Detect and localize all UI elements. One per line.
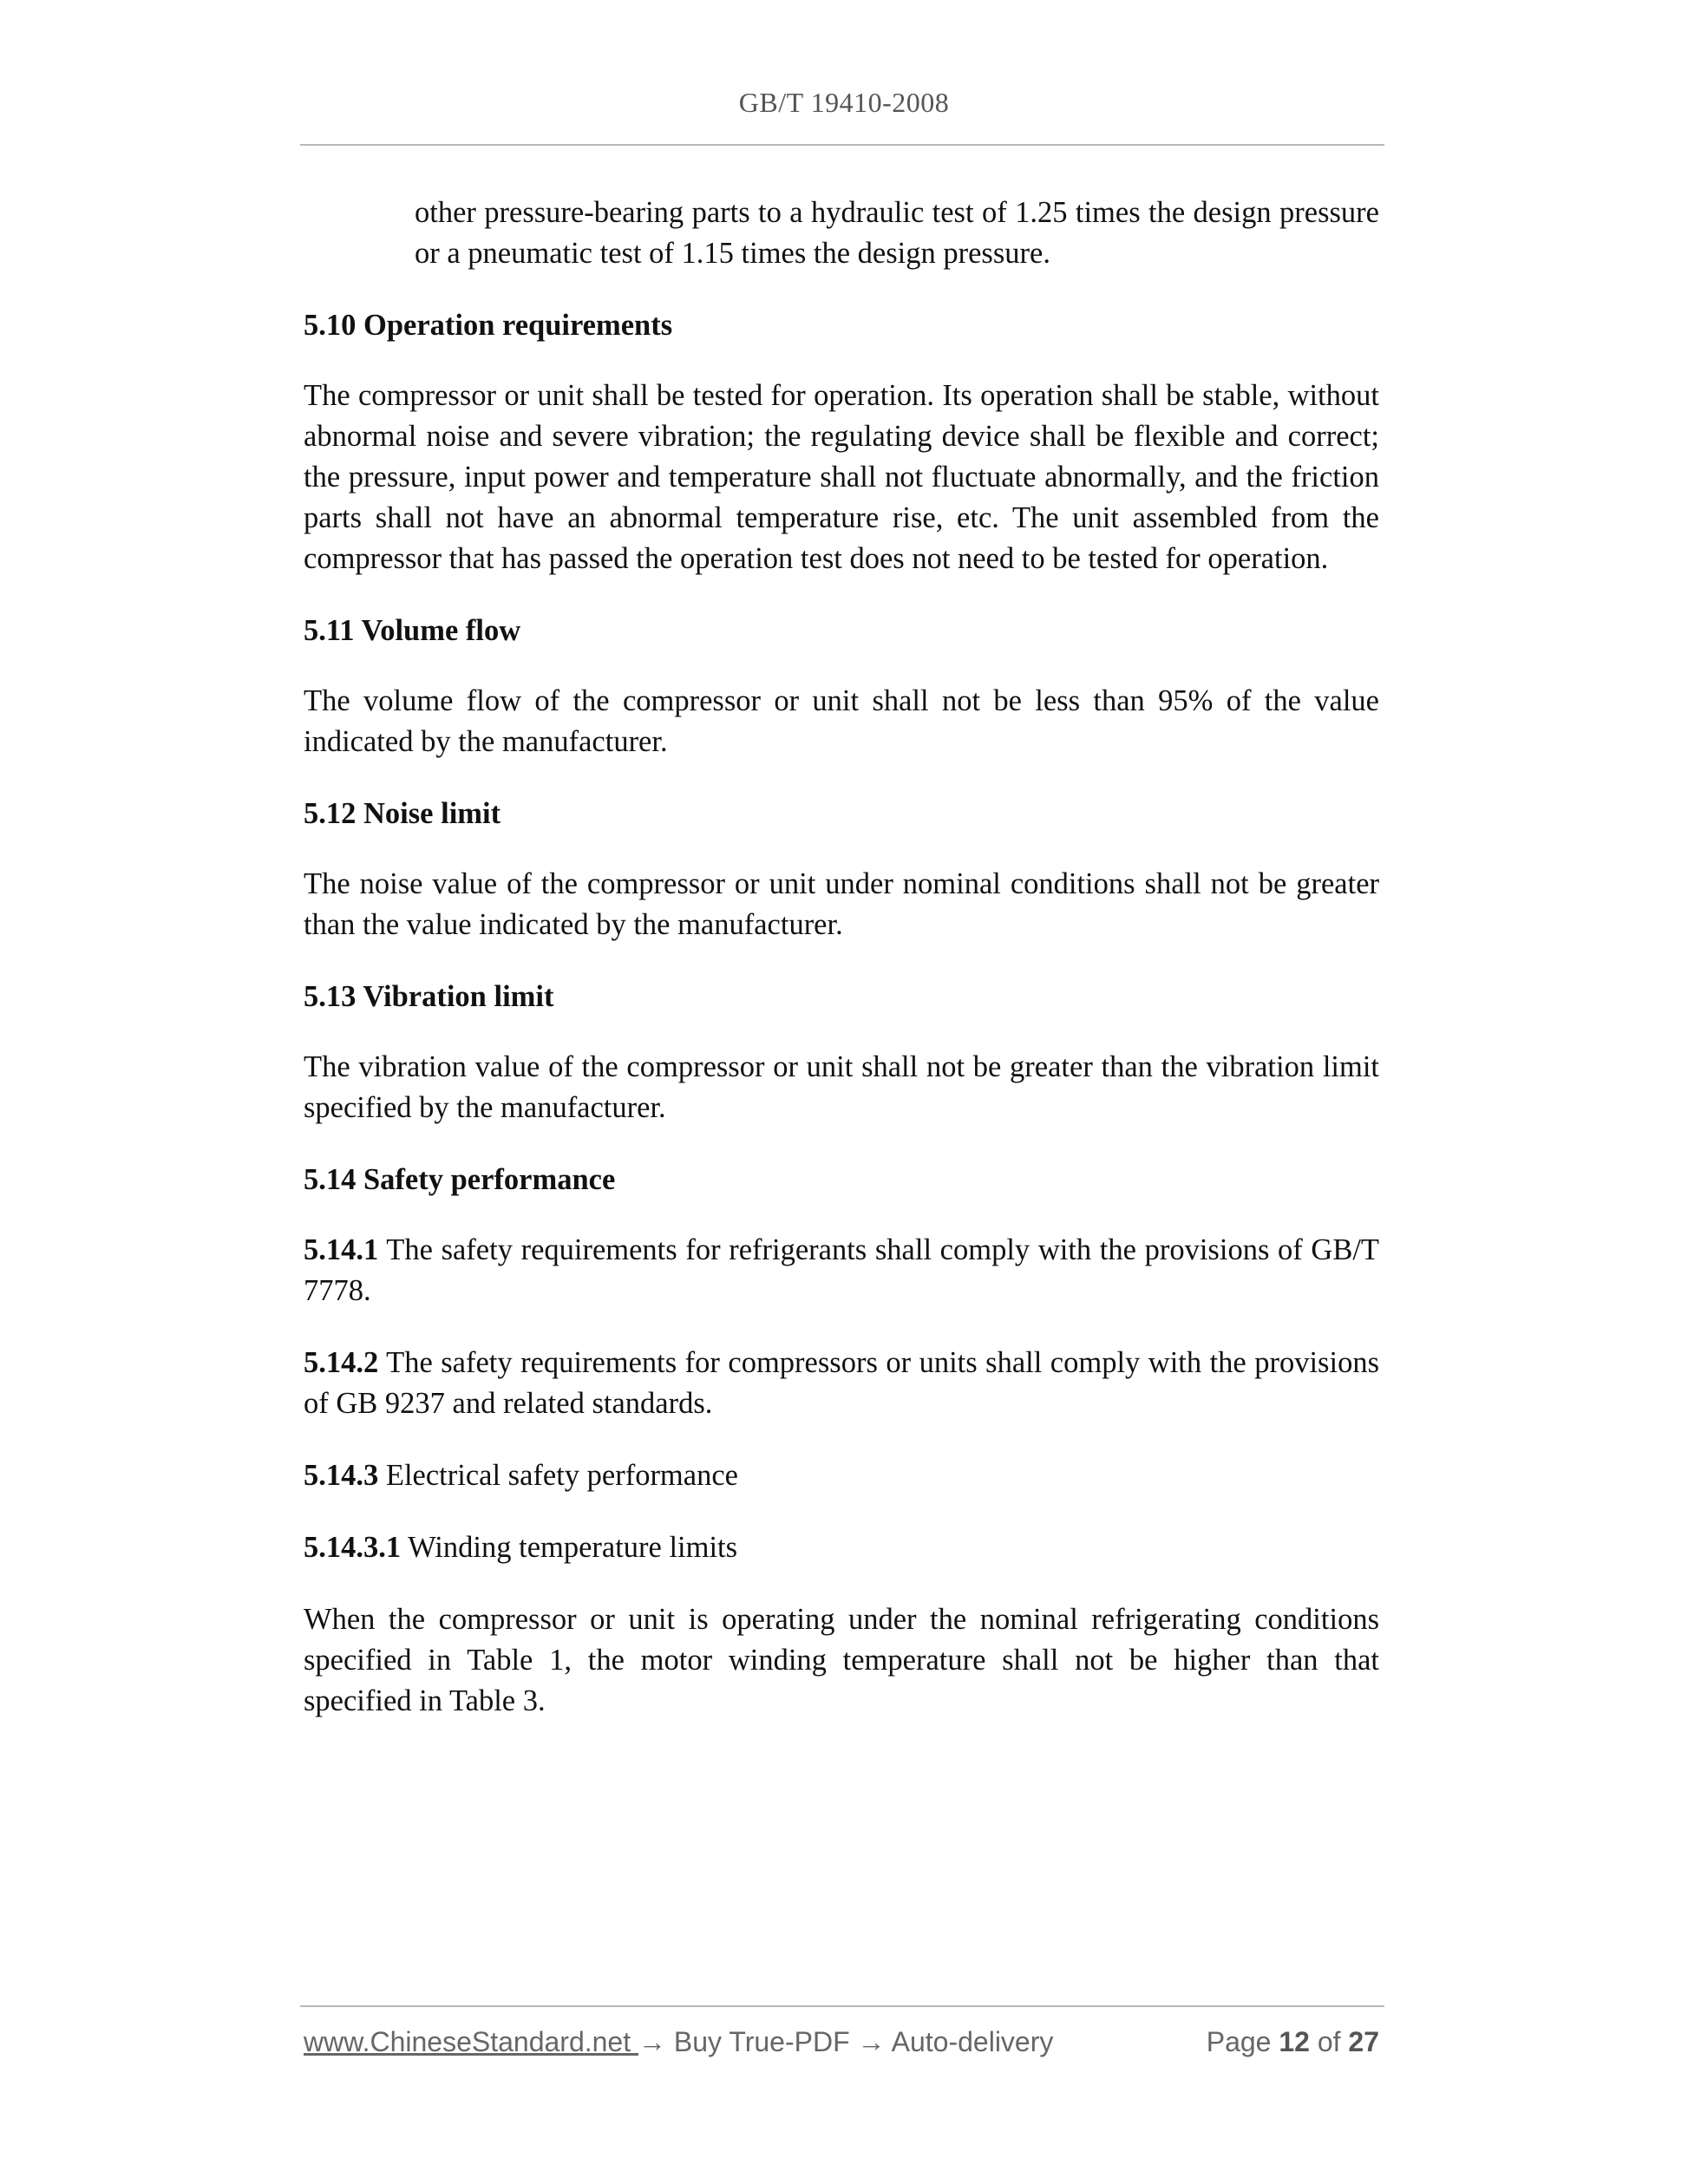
total-page-count: 27 (1348, 2026, 1379, 2057)
clause-number: 5.14.3.1 (304, 1531, 402, 1564)
section-text-5-13: The vibration value of the compressor or unit shall not be greater than the vibration limit specified by the manufacturer. (304, 1050, 1379, 1124)
clause-5-14-3 (304, 1455, 1379, 1496)
clause-text: Winding temperature limits (401, 1531, 738, 1564)
current-page-number: 12 (1279, 2026, 1310, 2057)
auto-delivery-text: Auto-delivery (885, 2026, 1054, 2057)
header-standard-code: GB/T 19410-2008 (738, 87, 950, 118)
section-heading-5-13: 5.13 Vibration limit (304, 980, 554, 1013)
arrow-right-icon: → (857, 2026, 886, 2057)
buy-true-pdf-text: Buy True-PDF (666, 2026, 858, 2057)
footer-promo (304, 2026, 1053, 2058)
section-text-5-10: The compressor or unit shall be tested for operation. Its operation shall be stable, without abnormal noise and severe vibration; the regulating device shall be flexible and correct; the pressure, input power and temperature shall not fluctuate abnormally, and the friction parts shall not have an abnormal temperature rise, etc. The unit assembled from the compressor that has passed the operation test does not need to be tested for operation. (304, 379, 1379, 575)
clause-5-14-1 (304, 1230, 1379, 1311)
section-text-5-11: The volume flow of the compressor or unit shall not be less than 95% of the value indicated by the manufacturer. (304, 684, 1379, 758)
arrow-right-icon: → (638, 2026, 666, 2057)
section-heading-5-12: 5.12 Noise limit (304, 797, 501, 830)
footer-divider (300, 2005, 1384, 2007)
clause-5-14-3-1-body: When the compressor or unit is operating under the nominal refrigerating conditions specified in Table 1, the motor winding temperature shall not be higher than that specified in Table 3. (304, 1603, 1379, 1717)
clause-number: 5.14.1 (304, 1233, 379, 1266)
clause-text: The safety requirements for refrigerants shall comply with the provisions of GB/T 7778. (304, 1233, 1379, 1307)
section-heading-5-10: 5.10 Operation requirements (304, 309, 673, 342)
page-label: Page (1206, 2026, 1272, 2057)
section-text-5-12: The noise value of the compressor or unit under nominal conditions shall not be greater than the value indicated by the manufacturer. (304, 867, 1379, 941)
clause-text: The safety requirements for compressors or units shall comply with the provisions of GB 9237 and related standards. (304, 1346, 1379, 1420)
document-body (304, 193, 1379, 1753)
clause-text: Electrical safety performance (378, 1459, 738, 1492)
page-footer (304, 2026, 1379, 2064)
clause-5-14-2 (304, 1343, 1379, 1424)
clause-5-14-3-1 (304, 1527, 1379, 1568)
header-divider (300, 144, 1384, 146)
continuation-paragraph: other pressure-bearing parts to a hydraulic test of 1.25 times the design pressure or a pneumatic test of 1.15 times the design pressure. (415, 196, 1379, 270)
section-heading-5-11: 5.11 Volume flow (304, 614, 521, 647)
clause-number: 5.14.2 (304, 1346, 379, 1379)
chinese-standard-link[interactable]: www.ChineseStandard.net (304, 2026, 638, 2057)
of-label: of (1317, 2026, 1341, 2057)
section-heading-5-14: 5.14 Safety performance (304, 1163, 616, 1196)
page-number-indicator (1207, 2026, 1379, 2058)
clause-number: 5.14.3 (304, 1459, 379, 1492)
